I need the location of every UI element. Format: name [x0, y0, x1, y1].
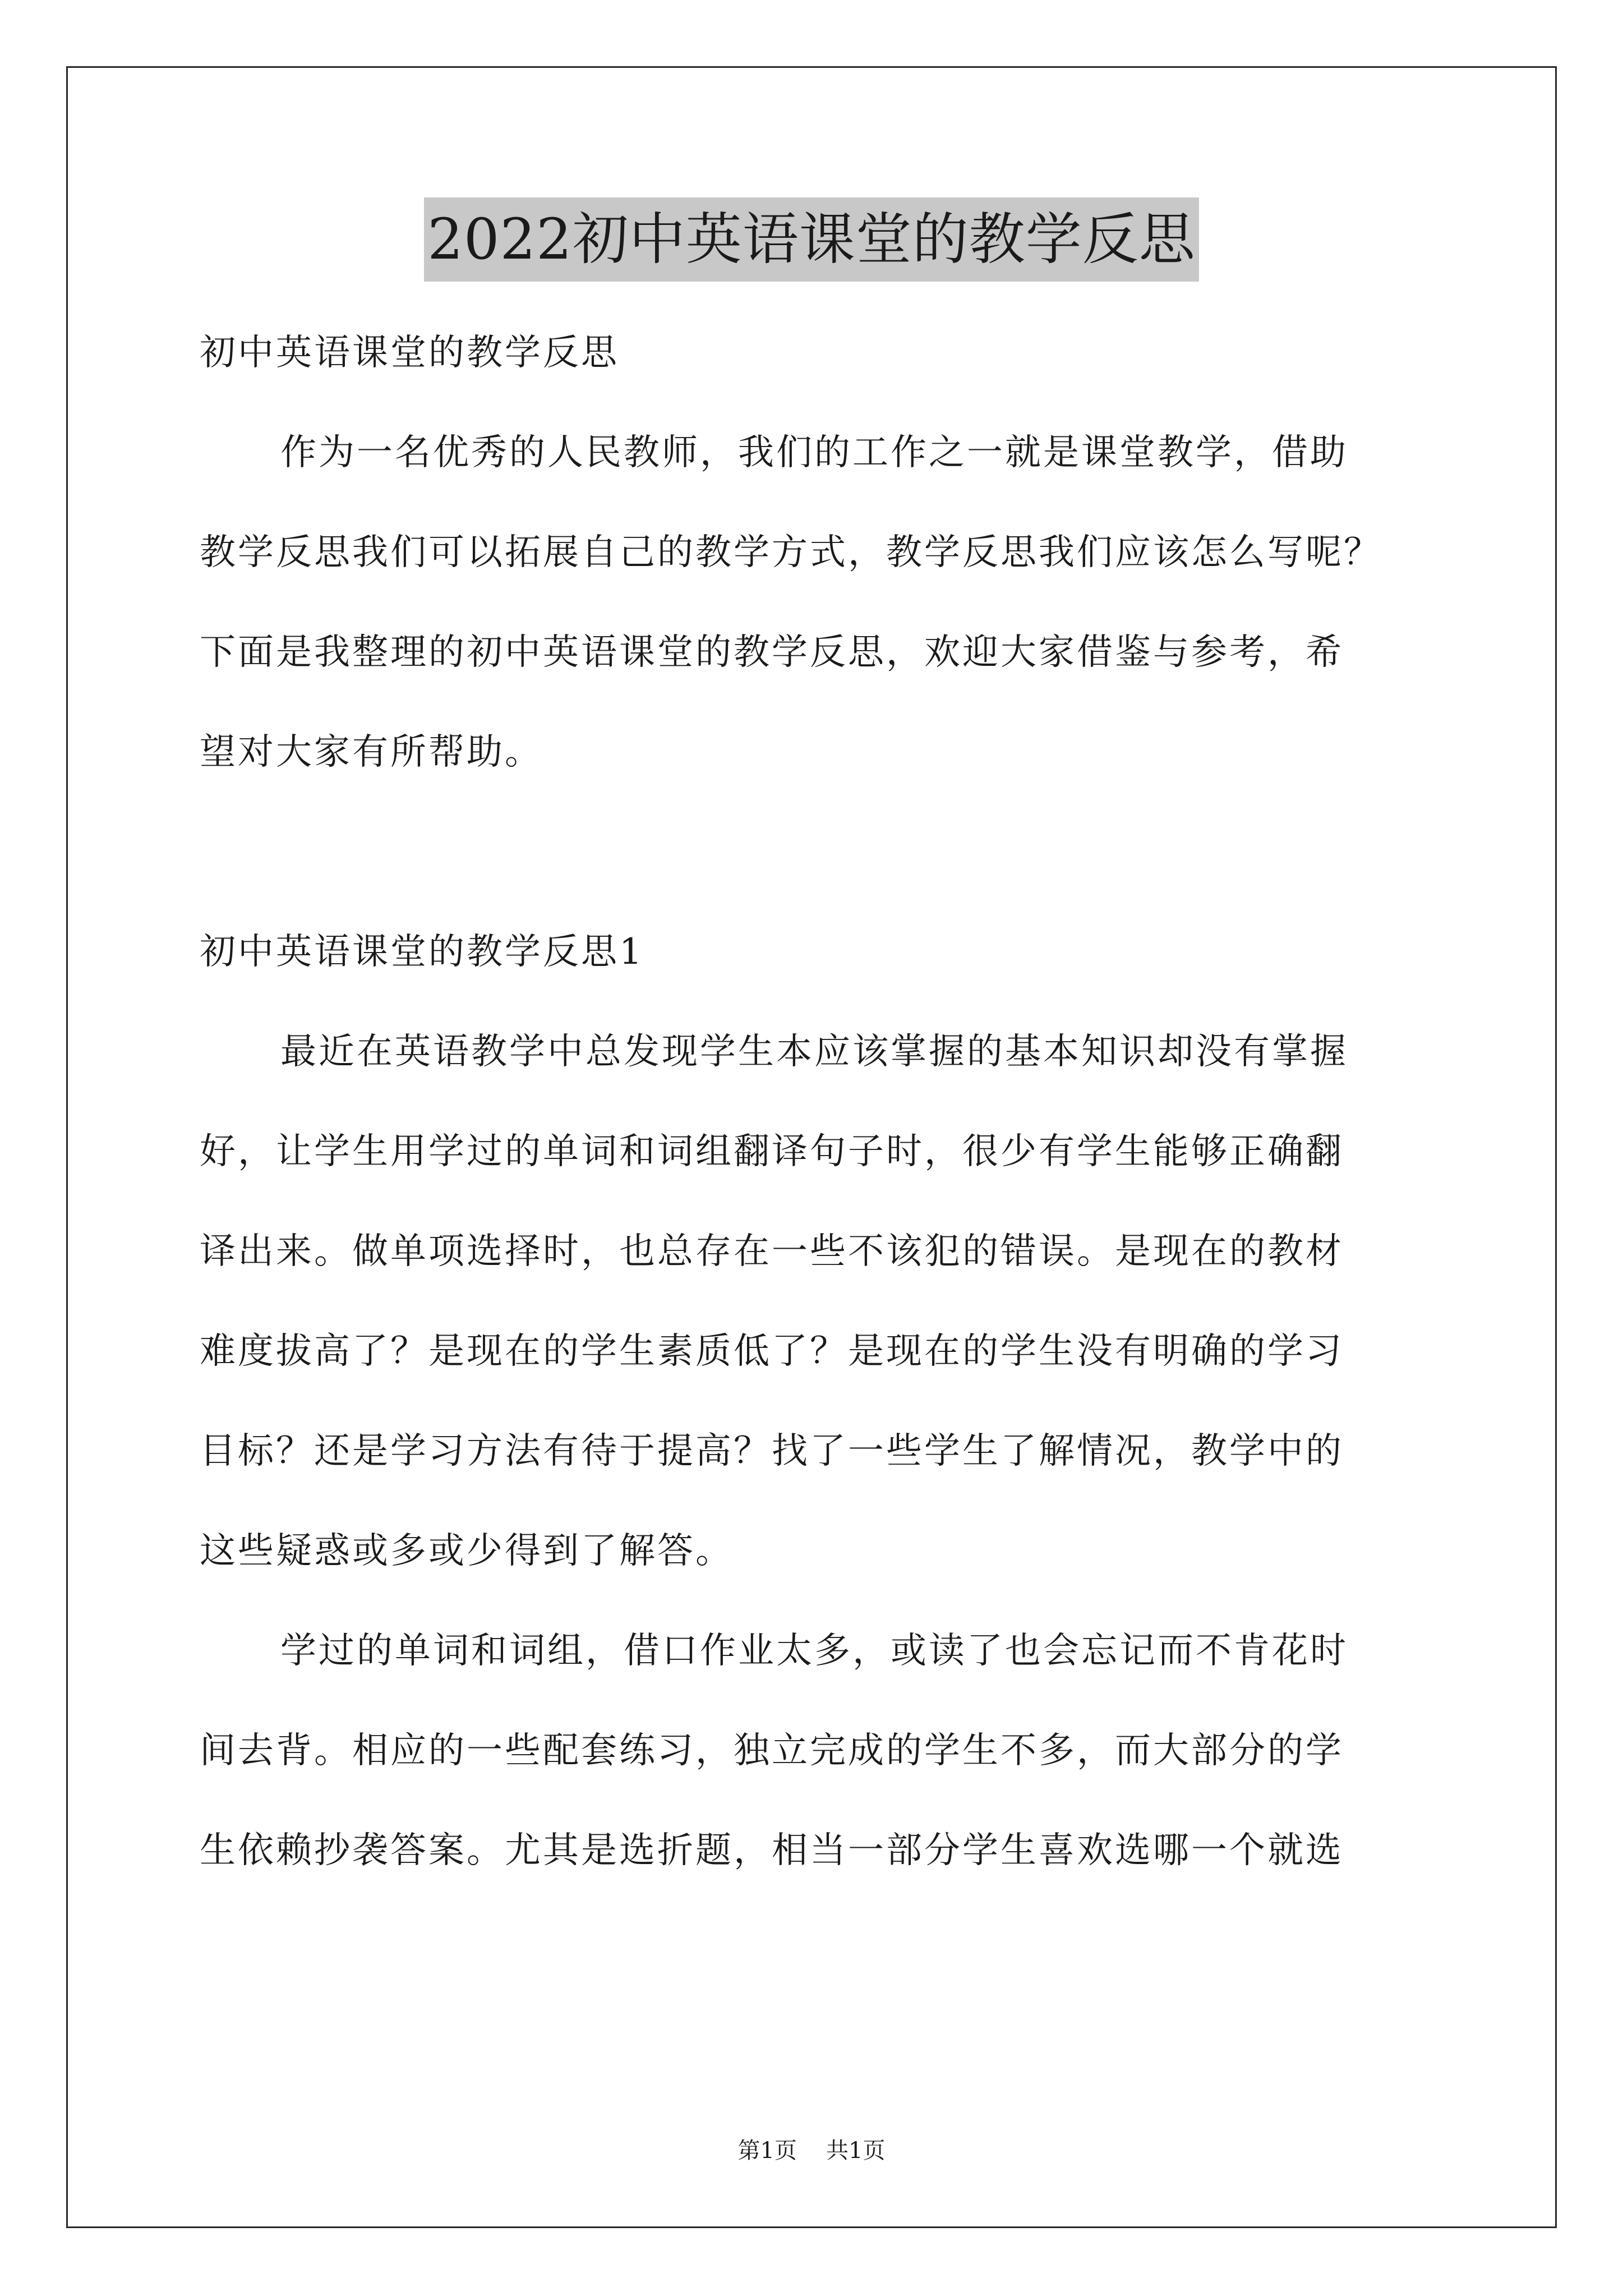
section-spacer [200, 802, 1433, 902]
paragraph-line: 学过的单词和词组，借口作业太多，或读了也会忘记而不肯花时 [280, 1630, 1348, 1672]
page-footer [0, 2134, 1623, 2168]
paragraph-line: 间去背。相应的一些配套练习，独立完成的学生不多，而大部分的学 [200, 1730, 1344, 1772]
page-total: 共1页 [826, 2138, 886, 2164]
document-body [200, 303, 1433, 1901]
intro-line: 作为一名优秀的人民教师，我们的工作之一就是课堂教学，借助 [280, 432, 1348, 473]
body-paragraph [200, 1002, 1433, 1601]
section-heading [200, 902, 1433, 1002]
paragraph-line: 译出来。做单项选择时，也总存在一些不该犯的错误。是现在的教材 [200, 1231, 1344, 1272]
paragraph-line: 生依赖抄袭答案。尤其是选折题，相当一部分学生喜欢选哪一个就选 [200, 1830, 1344, 1871]
intro-line: 下面是我整理的初中英语课堂的教学反思，欢迎大家借鉴与参考，希 [200, 632, 1344, 673]
paragraph-line: 好，让学生用学过的单词和词组翻译句子时，很少有学生能够正确翻 [200, 1131, 1344, 1172]
section-heading-text: 初中英语课堂的教学反思1 [200, 931, 644, 973]
subtitle-text: 初中英语课堂的教学反思 [200, 332, 619, 374]
paragraph-line: 最近在英语教学中总发现学生本应该掌握的基本知识却没有掌握 [280, 1031, 1348, 1073]
subtitle [200, 303, 1433, 403]
intro-paragraph [200, 403, 1433, 802]
paragraph-line: 目标？还是学习方法有待于提高？找了一些学生了解情况，教学中的 [200, 1430, 1344, 1472]
paragraph-line: 这些疑惑或多或少得到了解答。 [200, 1530, 734, 1572]
paragraph-line: 难度拔高了？是现在的学生素质低了？是现在的学生没有明确的学习 [200, 1331, 1344, 1372]
intro-line: 望对大家有所帮助。 [200, 731, 543, 773]
page-number: 第1页 [737, 2138, 797, 2164]
title-container [0, 197, 1623, 282]
intro-line: 教学反思我们可以拓展自己的教学方式，教学反思我们应该怎么写呢？ [200, 532, 1382, 573]
document-title: 2022初中英语课堂的教学反思 [424, 197, 1199, 282]
body-paragraph [200, 1601, 1433, 1901]
